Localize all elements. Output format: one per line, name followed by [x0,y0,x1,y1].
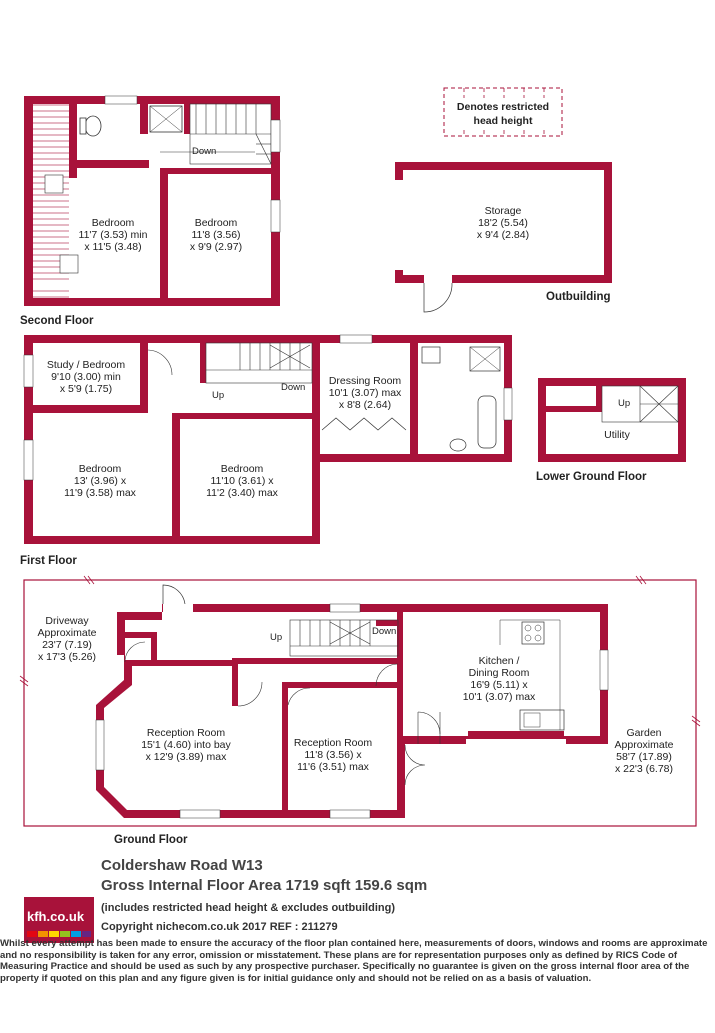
room-garden-line4: x 22'3 (6.78) [614,763,674,775]
second-floor-plan [24,96,280,306]
room-ff-bed1-line2: 13' (3.96) x [73,475,127,487]
floor-label-second: Second Floor [20,315,94,327]
room-sf-bed1-line3: x 11'5 (3.48) [84,241,142,253]
room-study-line1: Study / Bedroom [46,359,126,371]
copyright: Copyright nichecom.co.uk 2017 REF : 211279 [101,921,338,933]
room-ff-bed1-line3: 11'9 (3.58) max [64,487,136,499]
floor-area: Gross Internal Floor Area 1719 sqft 159.6 sqm [101,877,428,894]
stairs-up-label-first: Up [212,390,225,401]
room-sf-bed2-line2: 11'8 (3.56) [191,229,241,241]
room-sf-bed1-line2: 11'7 (3.53) min [78,229,148,241]
room-ff-bed2-line2: 11'10 (3.61) x [210,475,274,487]
floor-label-lower-ground: Lower Ground Floor [536,471,647,483]
stairs-up-label-ground: Up [270,632,283,643]
room-study-line2: 9'10 (3.00) min [51,371,121,383]
stairs-down-label-second: Down [192,146,217,157]
stairs-down-label-ground: Down [372,626,397,637]
room-dressing-line1: Dressing Room [328,375,402,387]
property-title: Coldershaw Road W13 [101,857,263,874]
room-study-line3: x 5'9 (1.75) [59,383,113,395]
room-reception1-line1: Reception Room [146,727,226,739]
room-driveway-line4: x 17'3 (5.26) [37,651,97,663]
room-reception2-line3: 11'6 (3.51) max [297,761,369,773]
first-floor-plan [24,335,512,544]
area-note: (includes restricted head height & excludes outbuilding) [101,902,395,914]
legend-line1: Denotes restricted [456,101,550,113]
ground-floor-plan [20,576,700,826]
room-storage-line3: x 9'4 (2.84) [476,229,530,241]
room-storage-line1: Storage [484,205,522,217]
stairs-up-label-lower: Up [618,398,631,409]
floor-label-outbuilding: Outbuilding [546,291,611,303]
room-sf-bed1-line1: Bedroom [91,217,135,229]
room-ff-bed1-line1: Bedroom [78,463,122,475]
room-reception1-line3: x 12'9 (3.89) max [145,751,227,763]
room-kitchen-line2: Dining Room [468,667,530,679]
room-garden-line3: 58'7 (17.89) [616,751,672,763]
room-sf-bed2-line3: x 9'9 (2.97) [189,241,243,253]
room-driveway-line2: Approximate [37,627,97,639]
outbuilding-plan [395,162,612,312]
room-kitchen-line1: Kitchen / [478,655,520,667]
room-kitchen-line4: 10'1 (3.07) max [462,691,536,703]
room-dressing-line2: 10'1 (3.07) max [328,387,402,399]
lower-ground-floor-plan [538,378,686,462]
room-ff-bed2-line1: Bedroom [220,463,264,475]
room-utility-line1: Utility [604,429,630,441]
room-reception2-line2: 11'8 (3.56) x [304,749,362,761]
room-storage-line2: 18'2 (5.54) [478,217,528,229]
room-dressing-line3: x 8'8 (2.64) [338,399,392,411]
legend-line2: head height [473,115,533,127]
kfh-logo-text: kfh.co.uk [27,909,85,924]
room-reception1-line2: 15'1 (4.60) into bay [141,739,231,751]
room-driveway-line1: Driveway [45,615,89,627]
disclaimer: Whilst every attempt has been made to ensure the accuracy of the floor plan contained here, measurements of doors, windows and rooms are approximate and no responsibility is taken for any error, omission or misstatement. These plans are for representation purposes only as defined by RICS Code of Measuring Practice and should be used as such by any prospective purchaser. Specifically no guarantee is given on the gross internal floor area of the property if quoted on this plan and any figure given is for initial guidance only and should not be relied on as a basis of valuation. [0,938,708,984]
kfh-logo [24,897,94,943]
room-driveway-line3: 23'7 (7.19) [42,639,92,651]
room-reception2-line1: Reception Room [293,737,373,749]
legend-restricted-head-height [444,88,562,136]
floor-label-ground: Ground Floor [114,834,188,846]
room-garden-line2: Approximate [614,739,674,751]
room-ff-bed2-line3: 11'2 (3.40) max [206,487,278,499]
room-sf-bed2-line1: Bedroom [194,217,238,229]
stairs-down-label-first: Down [281,382,306,393]
room-kitchen-line3: 16'9 (5.11) x [470,679,528,691]
room-garden-line1: Garden [626,727,662,739]
floor-label-first: First Floor [20,555,77,567]
